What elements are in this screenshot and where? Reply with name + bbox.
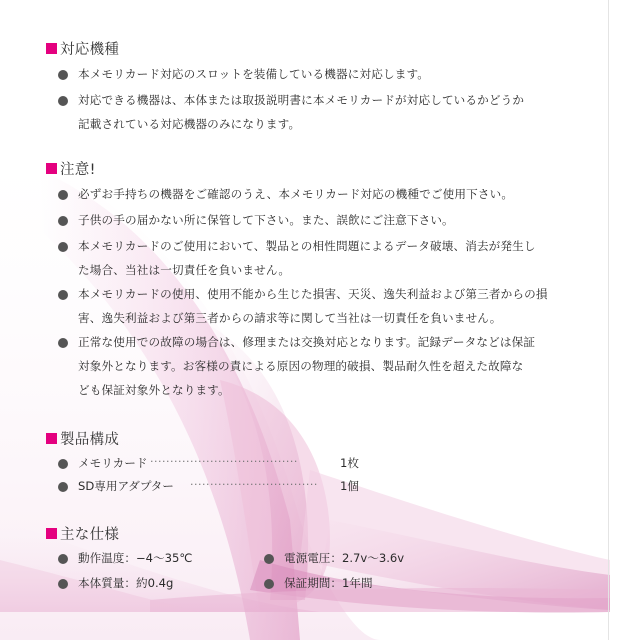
section-title-text: 主な仕様: [60, 526, 120, 543]
bullet-icon: [58, 482, 68, 492]
list-item-text-continued: た場合、当社は一切責任を負いません。: [78, 263, 291, 277]
bullet-icon: [58, 96, 68, 106]
spec-item-warranty-period: [264, 575, 464, 593]
list-item: [58, 286, 588, 330]
contents-item-name: メモリカード: [78, 456, 148, 470]
spec-item-text: 電源電圧：2.7v～3.6v: [284, 551, 405, 565]
contents-item-quantity: 1枚: [340, 456, 359, 470]
list-item-text-continued: 害、逸失利益および第三者からの請求等に関して当社は一切責任を負いません。: [78, 311, 502, 325]
list-item-text: 必ずお手持ちの機器をご確認のうえ、本メモリカード対応の機種でご使用下さい。: [78, 187, 514, 201]
bullet-icon: [264, 554, 274, 564]
section-marker-icon: [46, 163, 57, 174]
list-item-text-continued: 記載されている対応機器のみになります。: [78, 117, 301, 131]
section-marker-icon: [46, 433, 57, 444]
list-item-text: 対応できる機器は、本体または取扱説明書に本メモリカードが対応しているかどうか: [78, 93, 525, 107]
section-title-contents: [46, 428, 119, 448]
list-item-text: 本メモリカードのご使用において、製品との相性問題によるデータ破壊、消去が発生し: [78, 239, 536, 253]
list-item: [58, 66, 588, 86]
dotted-leader: ·····································: [150, 455, 298, 468]
section-title-text: 対応機種: [60, 41, 120, 58]
contents-item: [58, 455, 388, 473]
list-item: [58, 238, 588, 282]
list-item-text-continued: ども保証対象外となります。: [78, 383, 230, 397]
spec-item-operating-temperature: [58, 550, 258, 568]
bullet-icon: [58, 190, 68, 200]
spec-item-text: 保証期間：1年間: [284, 576, 373, 590]
section-title-caution: [46, 158, 96, 178]
list-item: [58, 212, 588, 232]
bullet-icon: [58, 216, 68, 226]
section-marker-icon: [46, 528, 57, 539]
contents-item-quantity: 1個: [340, 479, 359, 493]
bullet-icon: [58, 554, 68, 564]
spec-item-supply-voltage: [264, 550, 464, 568]
list-item: [58, 334, 588, 402]
list-item-text: 本メモリカード対応のスロットを装備している機器に対応します。: [78, 67, 430, 81]
contents-item-name: SD専用アダプター: [78, 479, 174, 493]
list-item: [58, 186, 588, 206]
section-title-specs: [46, 523, 119, 543]
section-title-text: 製品構成: [60, 431, 120, 448]
bullet-icon: [264, 579, 274, 589]
bullet-icon: [58, 70, 68, 80]
list-item: [58, 92, 588, 136]
contents-item: [58, 478, 388, 496]
section-title-compatibility: [46, 38, 119, 58]
bullet-icon: [58, 579, 68, 589]
bullet-icon: [58, 242, 68, 252]
spec-item-text: 本体質量：約0.4g: [78, 576, 174, 590]
spec-item-text: 動作温度：−4～35℃: [78, 551, 193, 565]
bullet-icon: [58, 338, 68, 348]
list-item-text: 子供の手の届かない所に保管して下さい。また、誤飲にご注意下さい。: [78, 213, 454, 227]
spec-item-weight: [58, 575, 258, 593]
list-item-text: 正常な使用での故障の場合は、修理または交換対応となります。記録データなどは保証: [78, 335, 536, 349]
section-marker-icon: [46, 43, 57, 54]
bullet-icon: [58, 459, 68, 469]
list-item-text-continued: 対象外となります。お客様の責による原因の物理的破損、製品耐久性を超えた故障な: [78, 359, 524, 373]
section-title-text: 注意!: [60, 161, 96, 178]
bullet-icon: [58, 290, 68, 300]
dotted-leader: ································: [190, 478, 318, 491]
list-item-text: 本メモリカードの使用、使用不能から生じた損害、天災、逸失利益および第三者からの損: [78, 287, 548, 301]
